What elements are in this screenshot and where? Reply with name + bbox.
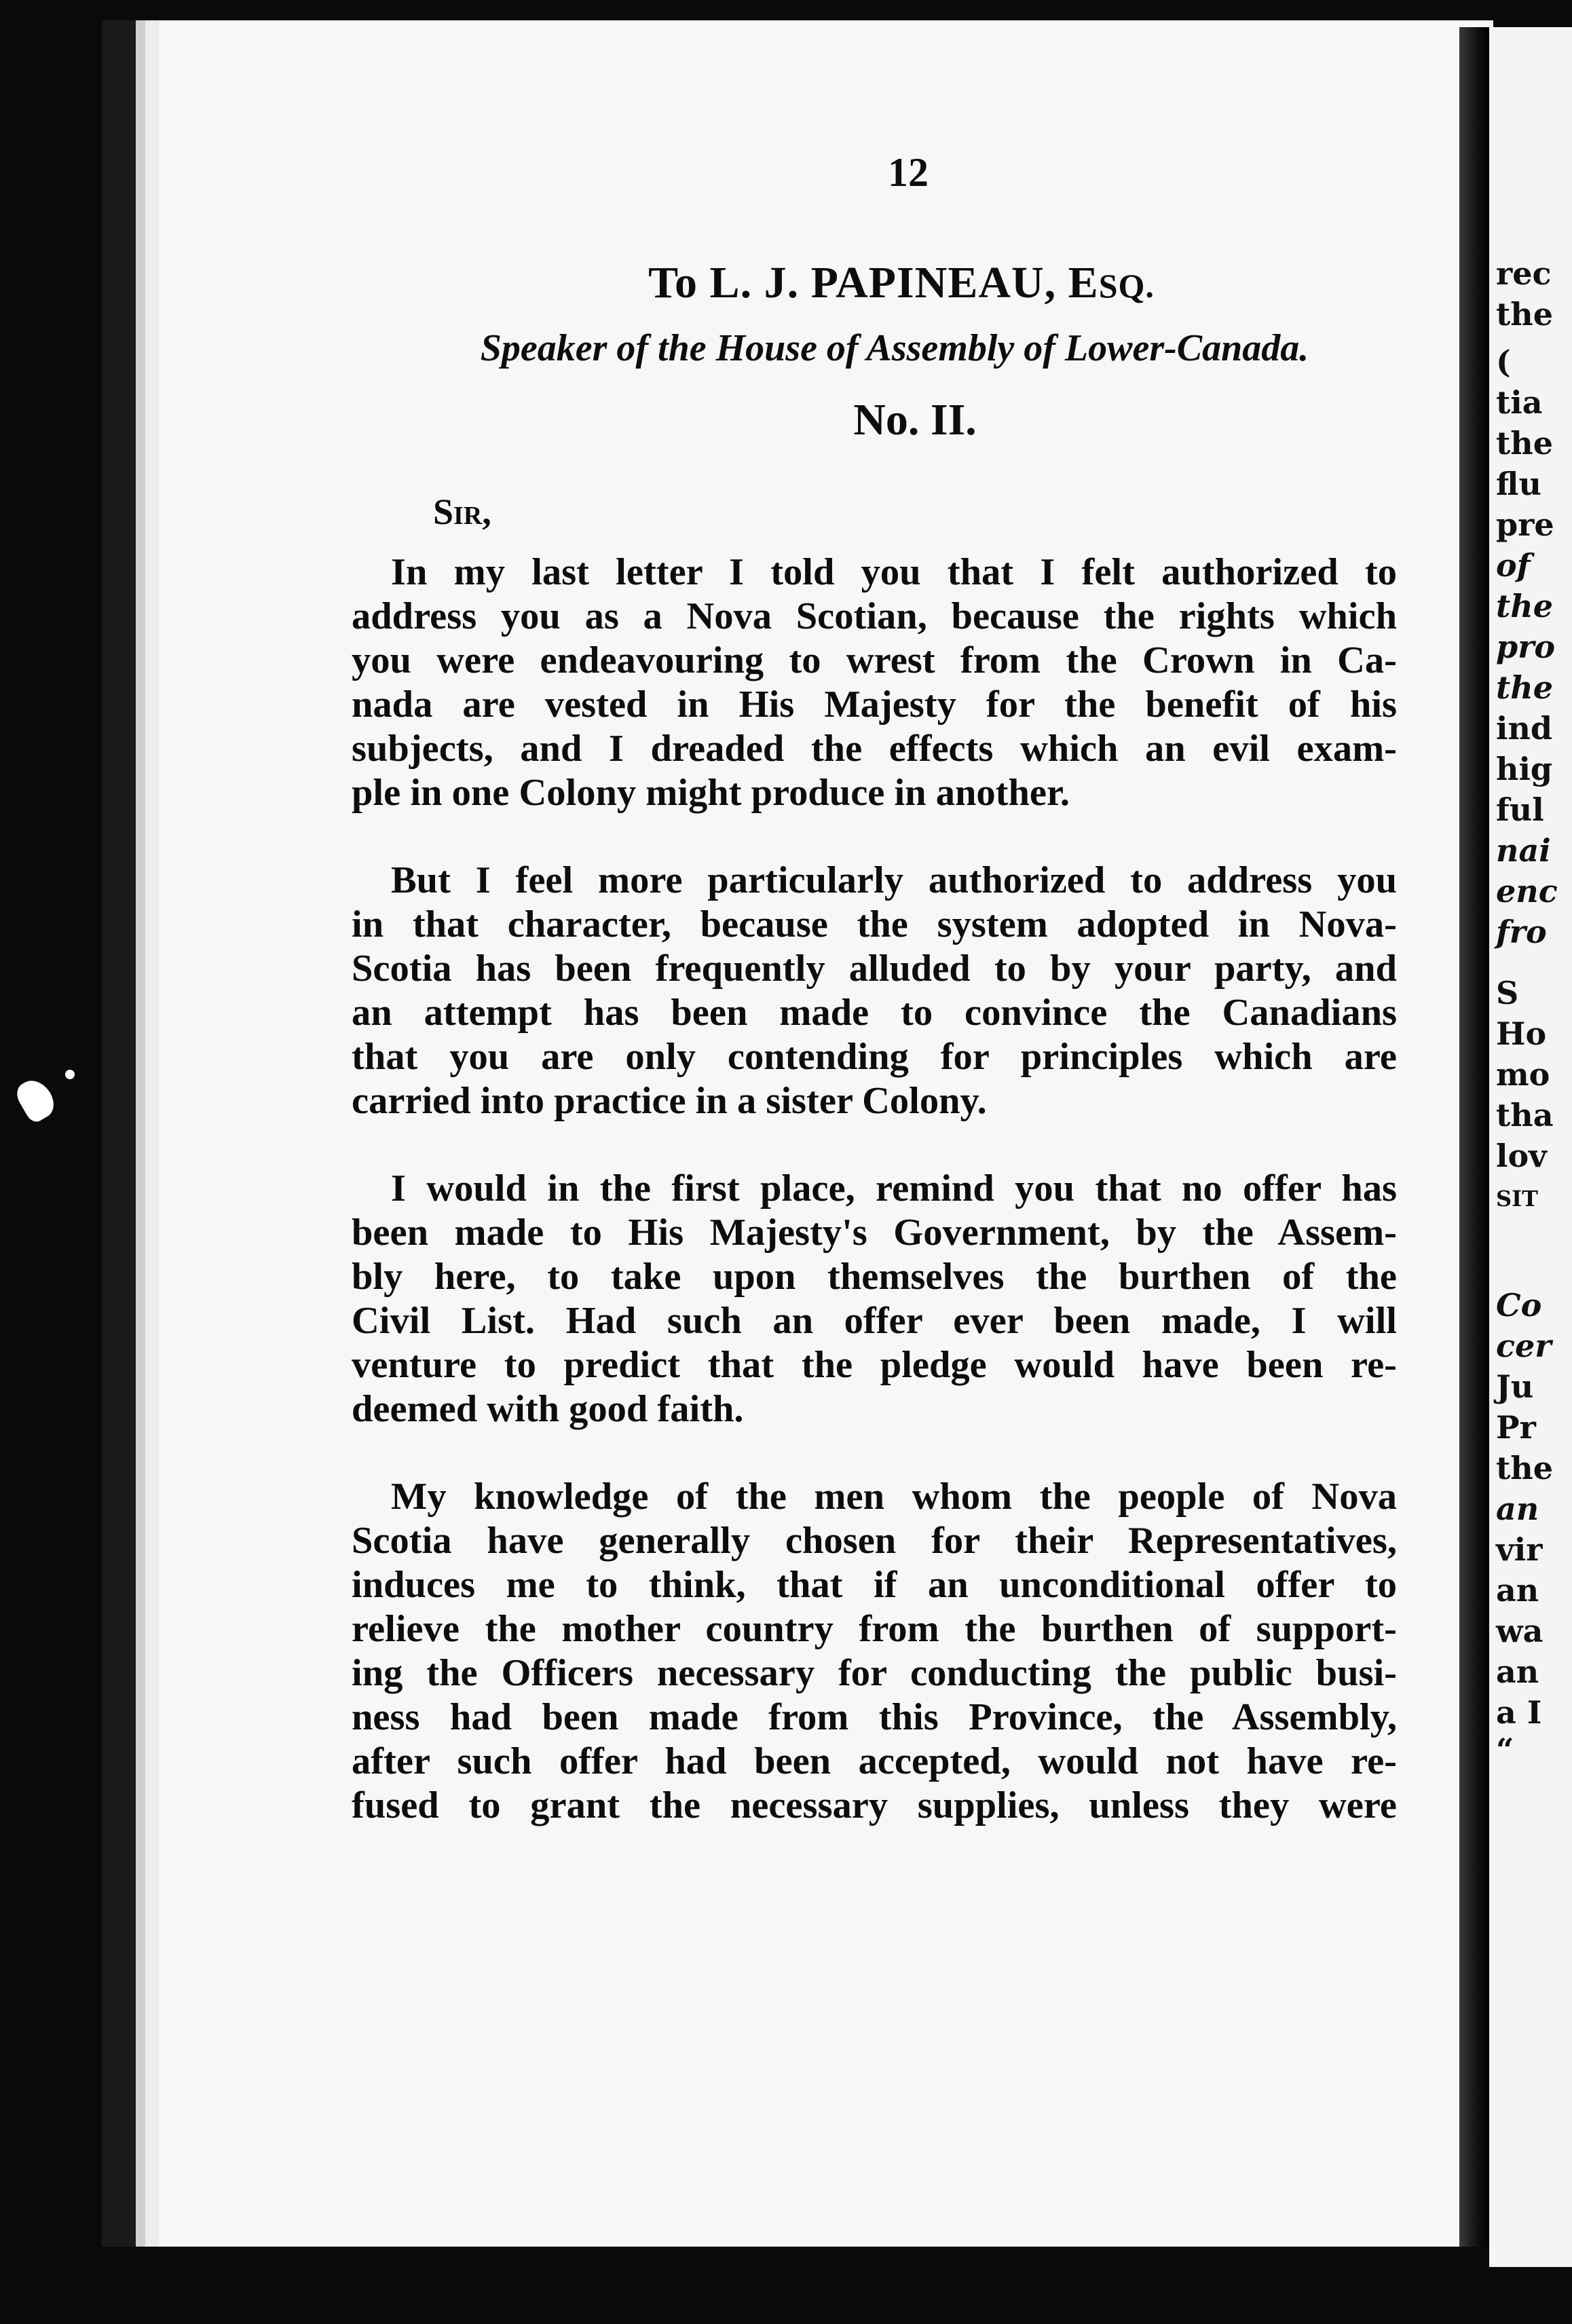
text-line: ple in one Colony might produce in another.: [352, 772, 1070, 814]
facing-page-fragment: ful: [1496, 791, 1544, 828]
facing-page-fragment: rec: [1496, 255, 1552, 292]
facing-page-fragment: nai: [1496, 832, 1551, 869]
facing-page-fragment: tha: [1496, 1097, 1554, 1133]
facing-page-fragment: pro: [1496, 629, 1556, 665]
text-line: carried into practice in a sister Colony.: [352, 1080, 987, 1122]
facing-page-fragment: the: [1496, 425, 1553, 462]
facing-page-fragment: flu: [1496, 466, 1541, 502]
text-line: that you are only contending for principles which are: [352, 1036, 1397, 1078]
text-line: venture to predict that the pledge would have been re-: [352, 1344, 1397, 1386]
facing-page-fragment: the: [1496, 669, 1553, 706]
body-paragraphs: [352, 550, 1397, 1828]
facing-page-fragment: of: [1496, 547, 1531, 584]
text-line: ness had been made from this Province, the Assembly,: [352, 1696, 1397, 1738]
facing-page-fragment: the: [1496, 296, 1553, 333]
facing-page-fragment: fro: [1496, 914, 1547, 950]
facing-page-fragment: mo: [1496, 1056, 1550, 1093]
paragraph: [352, 859, 1397, 1123]
paragraph: [352, 1475, 1397, 1828]
facing-page-fragment: an: [1496, 1572, 1539, 1609]
title-esq: SQ.: [1098, 267, 1155, 305]
text-line: you were endeavouring to wrest from the Crown in Ca-: [352, 639, 1397, 681]
paragraph: [352, 550, 1397, 815]
facing-page-fragment: lov: [1496, 1138, 1547, 1174]
facing-page-fragment: cer: [1496, 1328, 1552, 1364]
page-number: 12: [888, 150, 929, 195]
scan-artifact: [65, 1070, 75, 1079]
facing-page-fragment: hig: [1496, 751, 1553, 787]
text-line: been made to His Majesty's Government, by the Assem-: [352, 1212, 1397, 1254]
facing-page-fragment: (: [1496, 343, 1511, 380]
facing-page-fragment: an: [1496, 1491, 1539, 1527]
facing-page-fragment: the: [1496, 588, 1553, 624]
facing-page-fragment: an: [1496, 1653, 1539, 1690]
facing-page-fragment: tia: [1496, 384, 1543, 421]
facing-page-fragment: Ju: [1496, 1368, 1534, 1405]
facing-page-fragment: vir: [1496, 1531, 1543, 1568]
title-text: To L. J. PAPINEAU, E: [648, 258, 1099, 307]
text-line: relieve the mother country from the burthen of support-: [352, 1608, 1397, 1650]
text-line: bly here, to take upon themselves the burthen of the: [352, 1256, 1397, 1298]
facing-page-fragment: Ho: [1496, 1015, 1547, 1052]
facing-page-fragment: “: [1496, 1731, 1514, 1768]
facing-page-fragment: ind: [1496, 710, 1553, 747]
facing-page-fragment: the: [1496, 1450, 1553, 1486]
text-line: an attempt has been made to convince the Canadians: [352, 992, 1397, 1034]
facing-page-edge: [1489, 27, 1572, 2267]
paragraph: [352, 1167, 1397, 1431]
letter-number: No. II.: [853, 395, 977, 445]
text-line: Scotia have generally chosen for their Representatives,: [352, 1520, 1397, 1562]
facing-page-fragment: Co: [1496, 1287, 1542, 1324]
text-line: fused to grant the necessary supplies, unless they were: [352, 1784, 1397, 1826]
text-line: subjects, and I dreaded the effects which an evil exam-: [352, 728, 1397, 770]
text-line: But I feel more particularly authorized to address you: [391, 859, 1397, 901]
text-line: nada are vested in His Majesty for the benefit of his: [352, 683, 1397, 726]
facing-page-fragment: pre: [1496, 506, 1554, 543]
letter-title: [352, 257, 1397, 309]
text-line: My knowledge of the men whom the people of Nova: [391, 1476, 1397, 1518]
scan-artifact: [12, 1074, 60, 1125]
text-line: address you as a Nova Scotian, because the rights which: [352, 595, 1397, 637]
facing-page-fragment: enc: [1496, 873, 1558, 910]
text-line: I would in the first place, remind you that no offer has: [391, 1167, 1397, 1210]
facing-page-fragment: a I: [1496, 1694, 1542, 1731]
text-line: Civil List. Had such an offer ever been made, I will: [352, 1300, 1397, 1342]
text-line: induces me to think, that if an unconditional offer to: [352, 1564, 1397, 1606]
text-line: in that character, because the system adopted in Nova-: [352, 903, 1397, 945]
book-gutter: [1459, 27, 1489, 2247]
text-line: deemed with good faith.: [352, 1388, 744, 1430]
text-line: Scotia has been frequently alluded to by your party, and: [352, 948, 1397, 990]
facing-page-fragment: wa: [1496, 1613, 1543, 1649]
facing-page-fragment: S: [1496, 975, 1519, 1011]
letter-subtitle: Speaker of the House of Assembly of Lower-Canada.: [480, 327, 1309, 369]
facing-page-fragment: Pr: [1496, 1409, 1536, 1446]
text-line: after such offer had been accepted, would not have re-: [352, 1740, 1397, 1782]
text-line: In my last letter I told you that I felt authorized to: [391, 551, 1397, 593]
text-line: ing the Officers necessary for conducting the public busi-: [352, 1652, 1397, 1694]
facing-page-fragment: SIT: [1496, 1186, 1538, 1212]
page-text: [352, 149, 1397, 1871]
salutation: Sir,: [433, 491, 491, 532]
